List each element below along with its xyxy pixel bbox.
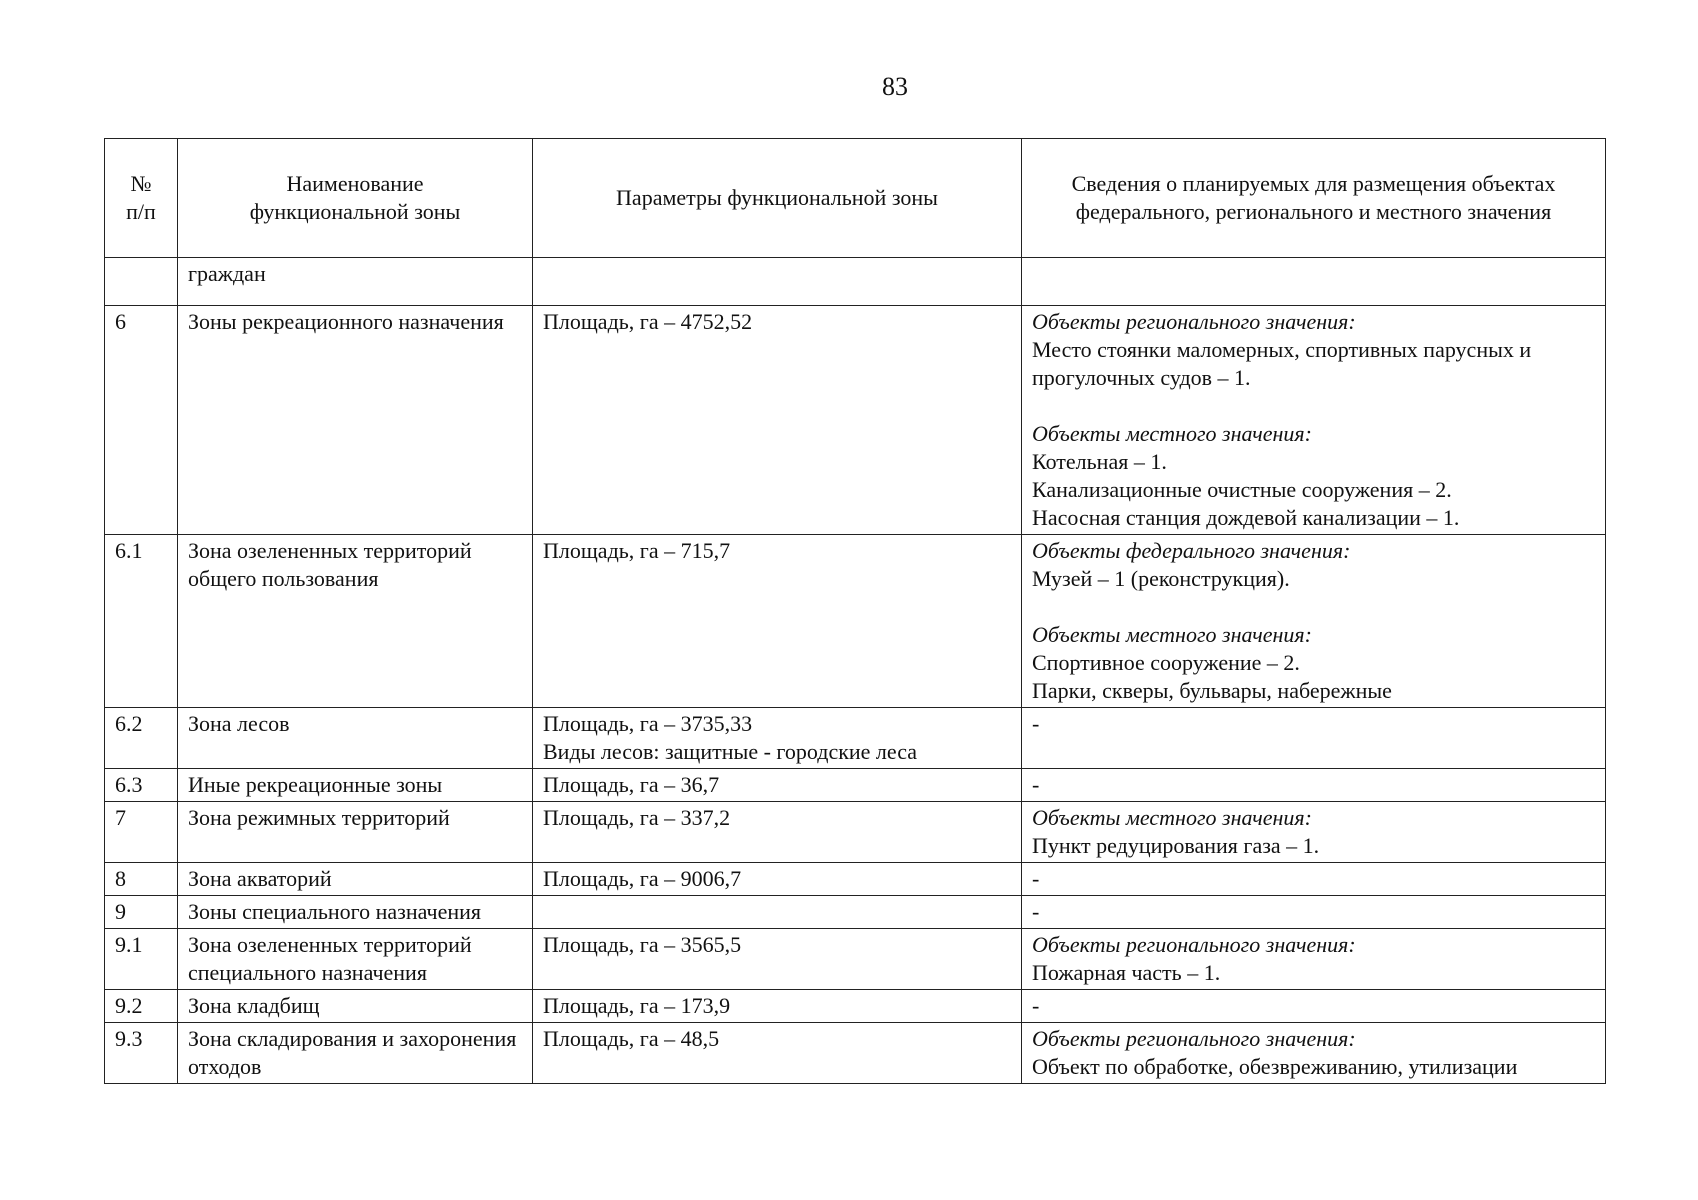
table-header-row [105, 139, 1606, 258]
row-objects [1022, 258, 1606, 306]
row-objects: - [1022, 990, 1606, 1023]
row-name: Зона режимных территорий [178, 802, 533, 863]
row-objects: Объекты регионального значения: Место стоянки маломерных, спортивных парусных и прогулочных судов – 1. Объекты местного значения: Котельная – 1. Канализационные очистные сооружения – 2. Насосная станция дождевой канализации – 1. [1022, 306, 1606, 535]
row-name: Зона лесов [178, 708, 533, 769]
objects-group-title: Объекты регионального значения: [1032, 1026, 1356, 1051]
row-objects: - [1022, 863, 1606, 896]
row-objects: Объекты федерального значения: Музей – 1 (реконструкция). Объекты местного значения: Спортивное сооружение – 2. Парки, скверы, бульвары, набережные [1022, 535, 1606, 708]
row-params: Площадь, га – 337,2 [533, 802, 1022, 863]
functional-zones-table [104, 138, 1606, 1084]
row-params: Площадь, га – 3565,5 [533, 929, 1022, 990]
row-params [533, 896, 1022, 929]
page-number: 83 [882, 72, 908, 101]
row-params: Площадь, га – 715,7 [533, 535, 1022, 708]
row-params: Площадь, га – 3735,33 Виды лесов: защитные - городские леса [533, 708, 1022, 769]
objects-group-title: Объекты местного значения: [1032, 421, 1312, 446]
row-objects: - [1022, 708, 1606, 769]
row-name: Зона кладбищ [178, 990, 533, 1023]
table-row [105, 896, 1606, 929]
table-row [105, 863, 1606, 896]
row-num: 9.2 [105, 990, 178, 1023]
row-objects: Объекты местного значения: Пункт редуцирования газа – 1. [1022, 802, 1606, 863]
row-num: 6 [105, 306, 178, 535]
table-row [105, 708, 1606, 769]
table-row [105, 802, 1606, 863]
row-params: Площадь, га – 9006,7 [533, 863, 1022, 896]
row-params: Площадь, га – 48,5 [533, 1023, 1022, 1084]
objects-group-title: Объекты регионального значения: [1032, 932, 1356, 957]
objects-group-title: Объекты регионального значения: [1032, 309, 1356, 334]
table-row [105, 990, 1606, 1023]
row-num: 6.3 [105, 769, 178, 802]
row-name: Зона озелененных территорий общего пользования [178, 535, 533, 708]
table-row [105, 769, 1606, 802]
row-name: Иные рекреационные зоны [178, 769, 533, 802]
row-name: Зоны рекреационного назначения [178, 306, 533, 535]
row-objects: - [1022, 769, 1606, 802]
row-name: граждан [178, 258, 533, 306]
header-objects: Сведения о планируемых для размещения объектах федерального, регионального и местного значения [1022, 139, 1606, 258]
header-name: Наименование функциональной зоны [178, 139, 533, 258]
table-row [105, 306, 1606, 535]
row-params: Площадь, га – 173,9 [533, 990, 1022, 1023]
table-row [105, 535, 1606, 708]
row-num: 6.2 [105, 708, 178, 769]
table-row [105, 1023, 1606, 1084]
objects-group-title: Объекты федерального значения: [1032, 538, 1351, 563]
row-objects: Объекты регионального значения: Пожарная часть – 1. [1022, 929, 1606, 990]
row-name: Зона акваторий [178, 863, 533, 896]
row-num: 9.3 [105, 1023, 178, 1084]
row-objects: Объекты регионального значения: Объект по обработке, обезвреживанию, утилизации [1022, 1023, 1606, 1084]
row-num: 7 [105, 802, 178, 863]
row-name: Зона складирования и захоронения отходов [178, 1023, 533, 1084]
row-num: 9.1 [105, 929, 178, 990]
row-name: Зона озелененных территорий специального назначения [178, 929, 533, 990]
header-num: № п/п [105, 139, 178, 258]
table-row [105, 929, 1606, 990]
row-objects: - [1022, 896, 1606, 929]
row-params: Площадь, га – 36,7 [533, 769, 1022, 802]
row-num: 8 [105, 863, 178, 896]
row-params [533, 258, 1022, 306]
objects-group-title: Объекты местного значения: [1032, 622, 1312, 647]
row-num [105, 258, 178, 306]
row-name: Зоны специального назначения [178, 896, 533, 929]
row-num: 9 [105, 896, 178, 929]
objects-group-title: Объекты местного значения: [1032, 805, 1312, 830]
row-num: 6.1 [105, 535, 178, 708]
header-params: Параметры функциональной зоны [533, 139, 1022, 258]
table-row [105, 258, 1606, 306]
row-params: Площадь, га – 4752,52 [533, 306, 1022, 535]
